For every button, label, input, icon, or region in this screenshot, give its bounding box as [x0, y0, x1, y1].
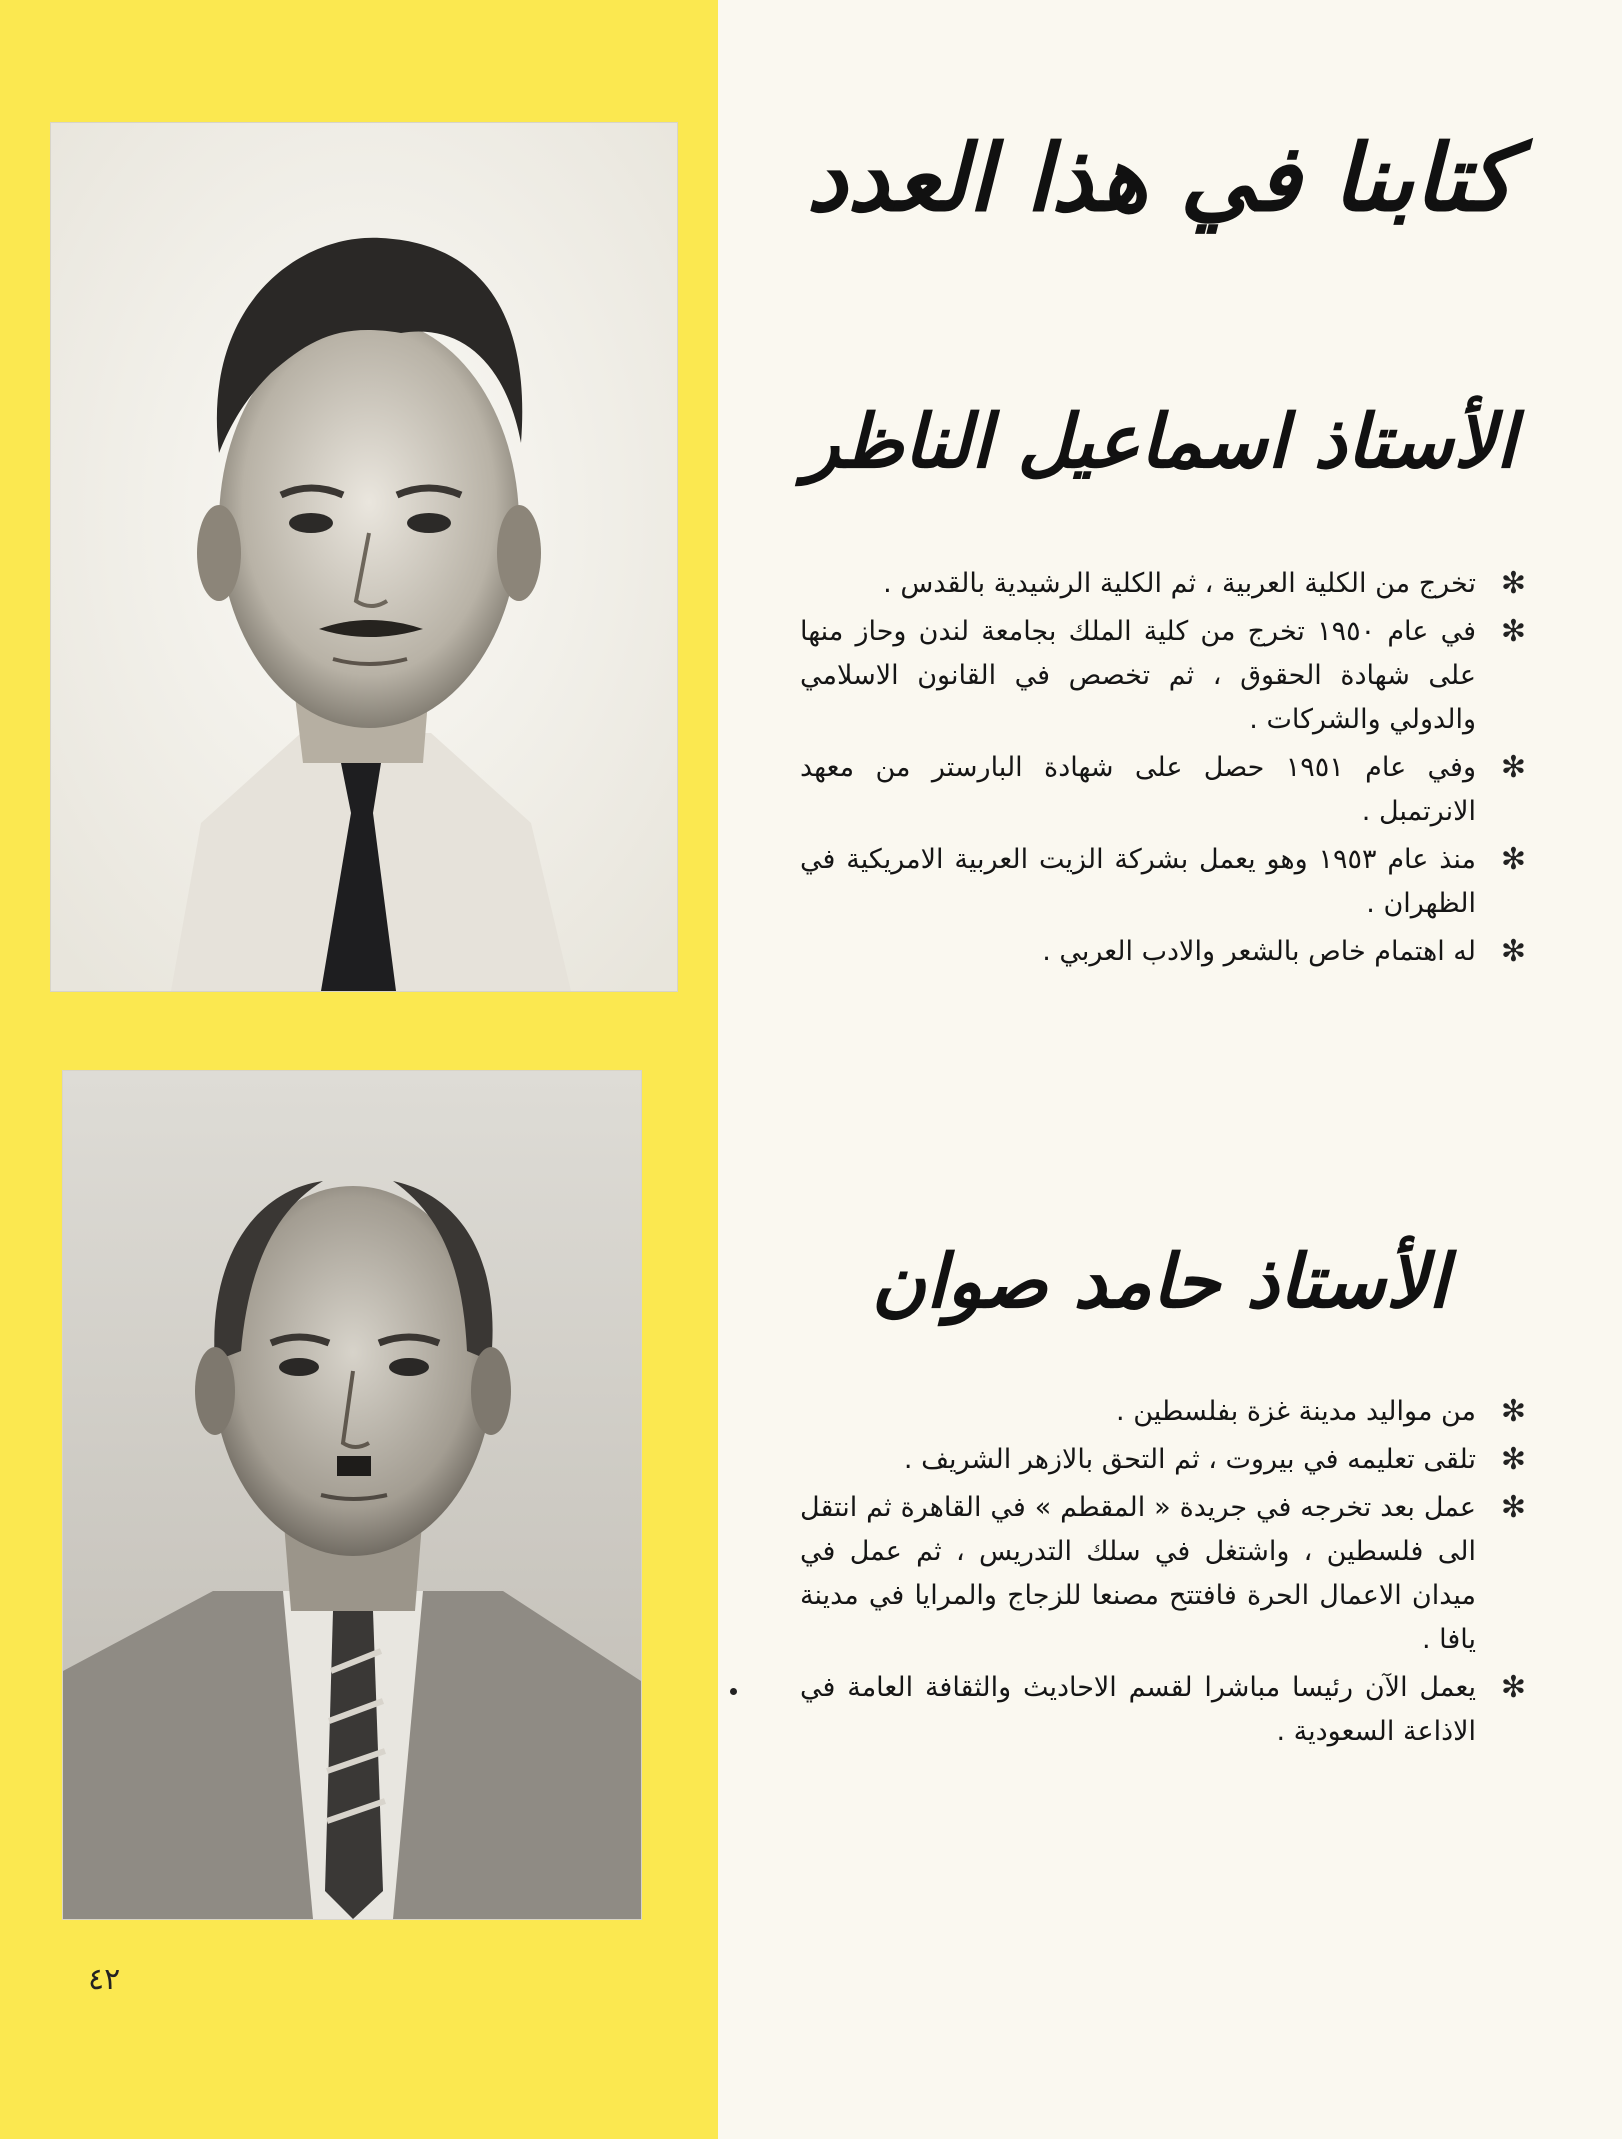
list-item	[800, 838, 1526, 926]
asterisk-bullet-icon: ✻	[1500, 1442, 1526, 1477]
page-number: ٤٢	[88, 1962, 121, 1997]
list-item	[800, 746, 1526, 834]
print-mark	[730, 1688, 737, 1695]
bio-text: يعمل الآن رئيسا مباشرا لقسم الاحاديث والثقافة العامة في الاذاعة السعودية .	[800, 1672, 1476, 1747]
bio-text: في عام ١٩٥٠ تخرج من كلية الملك بجامعة لندن وحاز منها على شهادة الحقوق ، ثم تخصص في القانون الاسلامي والدولي والشركات .	[800, 616, 1476, 735]
portrait-photo-icon	[63, 1071, 641, 1919]
bio-text: تخرج من الكلية العربية ، ثم الكلية الرشيدية بالقدس .	[883, 568, 1476, 599]
author-2-portrait	[62, 1070, 642, 1920]
asterisk-bullet-icon: ✻	[1500, 1490, 1526, 1525]
bio-text: تلقى تعليمه في بيروت ، ثم التحق بالازهر الشريف .	[903, 1444, 1476, 1475]
bio-text: من مواليد مدينة غزة بفلسطين .	[1116, 1396, 1476, 1427]
asterisk-bullet-icon: ✻	[1500, 1670, 1526, 1705]
page-title: كتابنا في هذا العدد	[806, 124, 1514, 232]
list-item	[800, 1666, 1526, 1754]
asterisk-bullet-icon: ✻	[1500, 842, 1526, 877]
author-2-name: الأستاذ حامد صوان	[871, 1239, 1449, 1325]
list-item	[800, 1438, 1526, 1482]
bio-text: له اهتمام خاص بالشعر والادب العربي .	[1042, 936, 1476, 967]
asterisk-bullet-icon: ✻	[1500, 934, 1526, 969]
list-item	[800, 1486, 1526, 1662]
list-item	[800, 562, 1526, 606]
list-item	[800, 610, 1526, 742]
author-1-bio	[800, 562, 1526, 978]
asterisk-bullet-icon: ✻	[1500, 614, 1526, 649]
author-1-name: الأستاذ اسماعيل الناظر	[803, 399, 1517, 485]
list-item	[800, 930, 1526, 974]
author-1-portrait	[50, 122, 678, 992]
asterisk-bullet-icon: ✻	[1500, 1394, 1526, 1429]
asterisk-bullet-icon: ✻	[1500, 750, 1526, 785]
bio-text: وفي عام ١٩٥١ حصل على شهادة البارستر من معهد الانرتمبل .	[800, 752, 1476, 827]
author-2-bio	[800, 1390, 1526, 1758]
bio-text: عمل بعد تخرجه في جريدة « المقطم » في القاهرة ثم انتقل الى فلسطين ، واشتغل في سلك التدريس ، ثم عمل في ميدان الاعمال الحرة فافتتح مصنعا للزجاج والمرايا في مدينة يافا .	[800, 1492, 1476, 1655]
portrait-photo-icon	[51, 123, 677, 991]
bio-text: منذ عام ١٩٥٣ وهو يعمل بشركة الزيت العربية الامريكية في الظهران .	[800, 844, 1476, 919]
list-item	[800, 1390, 1526, 1434]
asterisk-bullet-icon: ✻	[1500, 566, 1526, 601]
